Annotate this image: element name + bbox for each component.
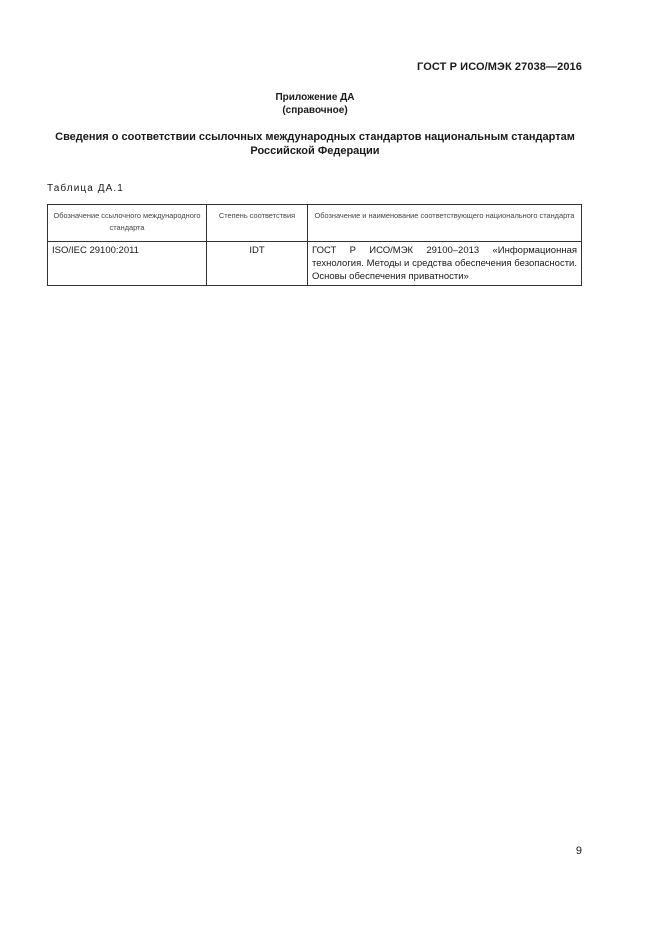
annex-heading — [0, 91, 630, 117]
section-title-line-2: Российской Федерации — [250, 145, 380, 157]
header-national-standard: Обозначение и наименование соответствующего национального стандарта — [308, 205, 582, 242]
annex-title: Приложение ДА — [275, 92, 355, 103]
page-number: 9 — [575, 845, 582, 857]
header-ref-standard: Обозначение ссылочного международного стандарта — [48, 205, 207, 242]
section-title-line-1: Сведения о соответствии ссылочных международных стандартов национальным стандартам — [55, 131, 575, 143]
table-header-row — [48, 205, 582, 242]
cell-degree: IDT — [207, 242, 308, 286]
document-code: ГОСТ Р ИСО/МЭК 27038—2016 — [417, 61, 582, 73]
cell-ref-standard: ISO/IEC 29100:2011 — [48, 242, 207, 286]
header-degree: Степень соответствия — [207, 205, 308, 242]
table-row — [48, 242, 582, 286]
correspondence-table — [47, 204, 582, 286]
section-title — [40, 130, 590, 158]
annex-subtitle: (справочное) — [282, 105, 348, 116]
cell-national-standard: ГОСТ Р ИСО/МЭК 29100–2013 «Информационная технология. Методы и средства обеспечения безопасности. Основы обеспечения приватности» — [308, 242, 582, 286]
table-caption: Таблица ДА.1 — [47, 183, 124, 194]
